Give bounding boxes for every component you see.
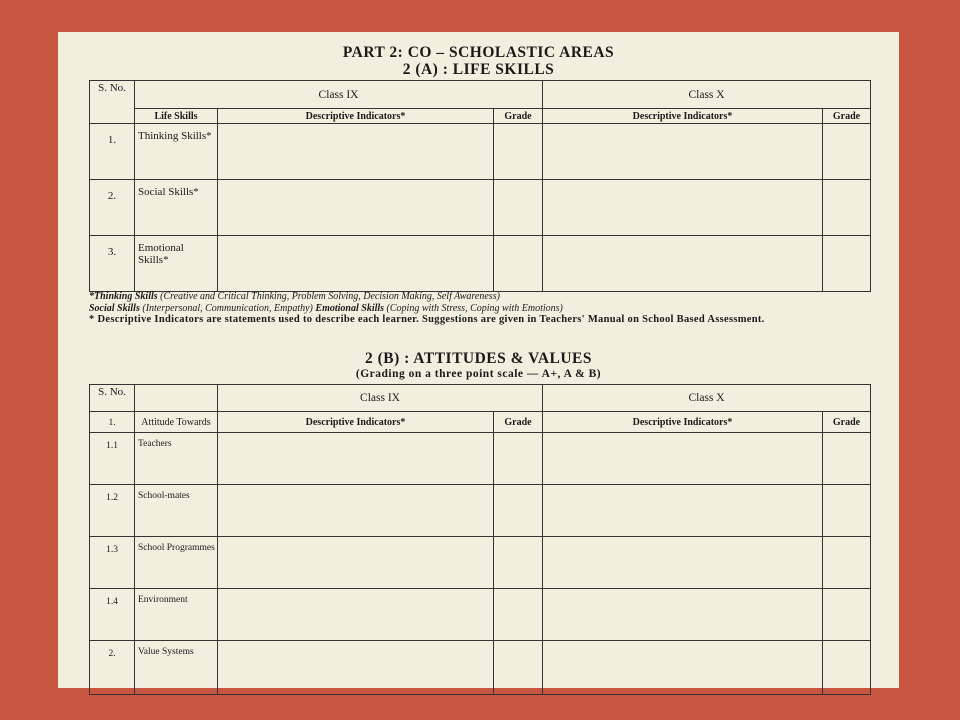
indicators-x-header: Descriptive Indicators*: [543, 109, 823, 124]
indicators-ix-header: Descriptive Indicators*: [218, 109, 494, 124]
grade-cell[interactable]: [494, 537, 543, 589]
attitudes-table: [89, 384, 871, 695]
row-number: 1.3: [90, 537, 135, 589]
grade-cell[interactable]: [823, 124, 871, 180]
grade-cell[interactable]: [823, 485, 871, 537]
attitudes-title: 2 (B) : ATTITUDES & VALUES: [364, 350, 593, 367]
row-number: 2.: [90, 180, 135, 236]
footnotes: [89, 291, 874, 326]
class-ix-header: Class IX: [218, 385, 543, 412]
grade-cell[interactable]: [494, 124, 543, 180]
grade-cell[interactable]: [494, 589, 543, 641]
indicator-cell[interactable]: [218, 485, 494, 537]
row-number: 3.: [90, 236, 135, 292]
indicators-ix-header: Descriptive Indicators*: [218, 412, 494, 433]
indicators-note: * Descriptive Indicators are statements used to describe each learner. Suggestions are given in Teachers' Manual on School Based Assessment.: [89, 314, 765, 325]
row-number: 1.4: [90, 589, 135, 641]
table-row: [90, 433, 871, 485]
sno-header: S. No.: [90, 385, 135, 412]
table-row: [90, 124, 871, 180]
grade-cell[interactable]: [494, 485, 543, 537]
row-number: 1.2: [90, 485, 135, 537]
skill-label: Thinking Skills*: [135, 124, 218, 180]
indicator-cell[interactable]: [218, 180, 494, 236]
life-skills-title: 2 (A) : LIFE SKILLS: [402, 61, 555, 78]
emotional-term: Emotional Skills: [315, 302, 385, 314]
grade-ix-header: Grade: [494, 412, 543, 433]
skill-label: Social Skills*: [135, 180, 218, 236]
indicator-cell[interactable]: [543, 641, 823, 695]
row-number: 1.: [90, 412, 135, 433]
indicators-x-header: Descriptive Indicators*: [543, 412, 823, 433]
table-row: [90, 236, 871, 292]
grade-cell[interactable]: [823, 537, 871, 589]
grade-x-header: Grade: [823, 412, 871, 433]
value-label: Value Systems: [135, 641, 218, 695]
indicator-cell[interactable]: [543, 124, 823, 180]
thinking-note: [89, 291, 874, 303]
thinking-desc: (Creative and Critical Thinking, Problem Solving, Decision Making, Self Awareness): [157, 291, 500, 302]
row-number: 1.1: [90, 433, 135, 485]
table-row: [90, 589, 871, 641]
grade-cell[interactable]: [494, 433, 543, 485]
skill-label: Emotional Skills*: [135, 236, 218, 292]
grade-cell[interactable]: [823, 641, 871, 695]
attitudes-subtitle: (Grading on a three point scale — A+, A & B): [355, 368, 602, 380]
grade-cell[interactable]: [823, 433, 871, 485]
grade-cell[interactable]: [823, 589, 871, 641]
class-x-header: Class X: [543, 385, 871, 412]
attitude-label: School Programmes: [135, 537, 218, 589]
grade-cell[interactable]: [494, 641, 543, 695]
indicator-cell[interactable]: [218, 537, 494, 589]
indicator-cell[interactable]: [543, 236, 823, 292]
attitude-label: School-mates: [135, 485, 218, 537]
grade-x-header: Grade: [823, 109, 871, 124]
attitude-label: Environment: [135, 589, 218, 641]
life-skills-header: Life Skills: [135, 109, 218, 124]
grade-cell[interactable]: [494, 180, 543, 236]
indicator-cell[interactable]: [218, 589, 494, 641]
table-row: [90, 641, 871, 695]
class-x-header: Class X: [543, 81, 871, 109]
thinking-term: *Thinking Skills: [89, 291, 158, 302]
social-term: Social Skills: [89, 302, 140, 314]
emotional-desc: (Coping with Stress, Coping with Emotions): [384, 302, 563, 314]
class-ix-header: Class IX: [135, 81, 543, 109]
table-row: [90, 485, 871, 537]
life-skills-table: [89, 80, 871, 292]
indicator-cell[interactable]: [543, 485, 823, 537]
row-number: 2.: [90, 641, 135, 695]
indicator-cell[interactable]: [543, 537, 823, 589]
grade-cell[interactable]: [494, 236, 543, 292]
attitude-label: Teachers: [135, 433, 218, 485]
table-row: [90, 180, 871, 236]
indicator-cell[interactable]: [218, 641, 494, 695]
grade-cell[interactable]: [823, 180, 871, 236]
grade-ix-header: Grade: [494, 109, 543, 124]
indicator-cell[interactable]: [543, 433, 823, 485]
indicator-cell[interactable]: [543, 589, 823, 641]
indicator-cell[interactable]: [218, 236, 494, 292]
row-number: 1.: [90, 124, 135, 180]
grade-cell[interactable]: [823, 236, 871, 292]
indicator-cell[interactable]: [543, 180, 823, 236]
part-title: PART 2: CO – SCHOLASTIC AREAS: [342, 44, 615, 61]
attitude-header: Attitude Towards: [135, 412, 218, 433]
sno-header: S. No.: [90, 81, 135, 124]
indicator-cell[interactable]: [218, 124, 494, 180]
indicator-cell[interactable]: [218, 433, 494, 485]
social-desc: (Interpersonal, Communication, Empathy): [139, 302, 316, 314]
social-emotional-note: [89, 303, 874, 315]
blank-header: [135, 385, 218, 412]
form-sheet: [58, 32, 899, 688]
table-row: [90, 537, 871, 589]
